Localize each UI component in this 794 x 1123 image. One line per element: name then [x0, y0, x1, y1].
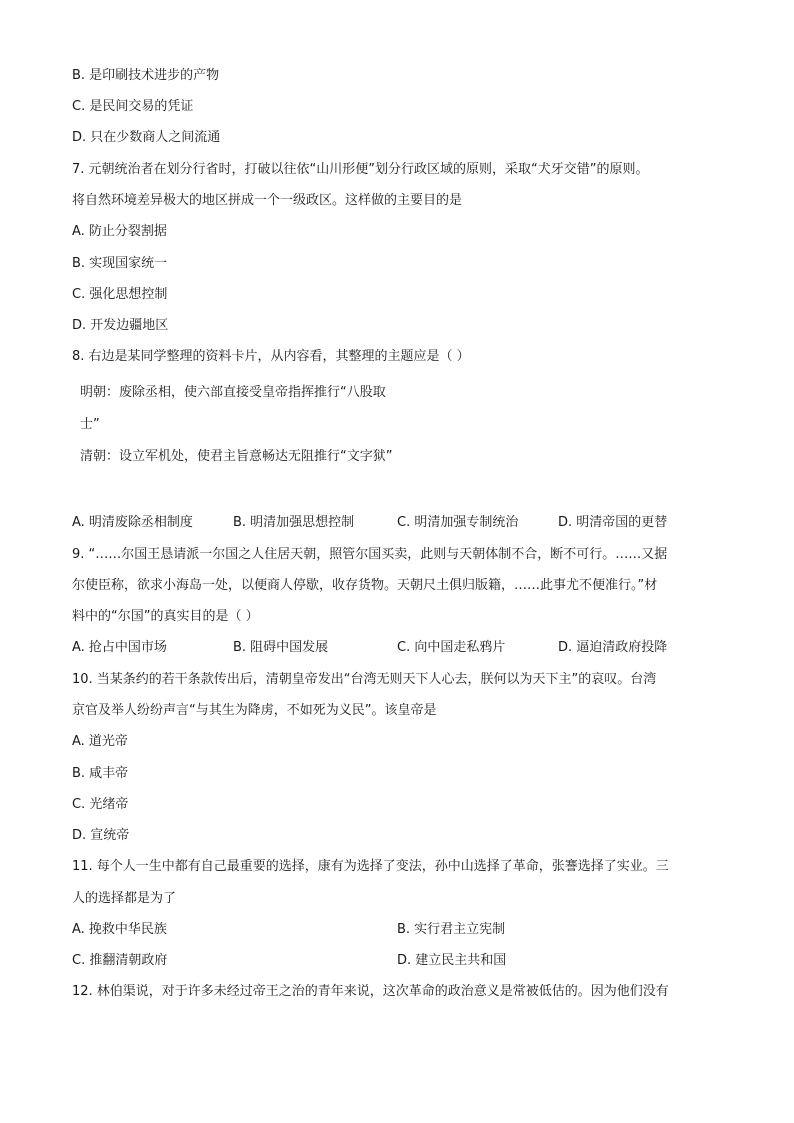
- q6-option-c: C. 是民间交易的凭证: [72, 99, 194, 114]
- q8-option-d: D. 明清帝国的更替: [558, 515, 668, 530]
- q10-stem-line2: 京官及举人纷纷声言“与其生为降虏，不如死为义民”。该皇帝是: [72, 703, 437, 718]
- q10-option-c: C. 光绪帝: [72, 797, 129, 812]
- q11-stem-line1: 11. 每个人一生中都有自己最重要的选择，康有为选择了变法，孙中山选择了革命，张謇选择了实业。三: [72, 859, 669, 874]
- q7-option-b: B. 实现国家统一: [72, 256, 168, 271]
- q8-option-b: B. 明清加强思想控制: [233, 515, 355, 530]
- q9-option-b: B. 阻碍中国发展: [233, 640, 329, 655]
- q7-option-d: D. 开发边疆地区: [72, 318, 169, 333]
- q9-option-a: A. 抢占中国市场: [72, 640, 167, 655]
- q11-option-d: D. 建立民主共和国: [397, 953, 507, 968]
- q8-stem: 8. 右边是某同学整理的资料卡片，从内容看，其整理的主题应是（ ）: [72, 349, 470, 364]
- q9-stem-line3: 料中的“尔国”的真实目的是（ ）: [72, 609, 259, 624]
- q6-option-b: B. 是印刷技术进步的产物: [72, 68, 220, 83]
- q10-option-b: B. 咸丰帝: [72, 766, 129, 781]
- q11-option-c: C. 推翻清朝政府: [72, 953, 168, 968]
- q8-option-a: A. 明清废除丞相制度: [72, 515, 193, 530]
- q7-stem-line2: 将自然环境差异极大的地区拼成一个一级政区。这样做的主要目的是: [72, 193, 463, 208]
- q8-card-line1: 明朝：废除丞相，使六部直接受皇帝指挥推行“八股取: [80, 385, 386, 400]
- q9-option-d: D. 逼迫清政府投降: [558, 640, 668, 655]
- q11-stem-line2: 人的选择都是为了: [72, 891, 177, 906]
- q7-option-c: C. 强化思想控制: [72, 287, 168, 302]
- q9-stem-line1: 9. “……尔国王恳请派一尔国之人住居天朝，照管尔国买卖，此则与天朝体制不合，断不可行。……又据: [72, 547, 668, 562]
- q6-option-d: D. 只在少数商人之间流通: [72, 130, 221, 145]
- q8-option-c: C. 明清加强专制统治: [397, 515, 519, 530]
- q10-stem-line1: 10. 当某条约的若干条款传出后，清朝皇帝发出“台湾无则天下人心去，朕何以为天下主”的哀叹。台湾: [72, 672, 657, 687]
- q11-option-b: B. 实行君主立宪制: [397, 922, 506, 937]
- q7-option-a: A. 防止分裂割据: [72, 224, 167, 239]
- q8-card-line3: 清朝：设立军机处，使君主旨意畅达无阻推行“文字狱”: [80, 449, 393, 464]
- q7-stem-line1: 7. 元朝统治者在划分行省时，打破以往依“山川形便”划分行政区域的原则，采取“犬牙交错”的原则。: [72, 162, 649, 177]
- q12-stem-line1: 12. 林伯渠说，对于许多未经过帝王之治的青年来说，这次革命的政治意义是常被低估的。因为他们没有: [72, 984, 669, 999]
- q9-option-c: C. 向中国走私鸦片: [397, 640, 506, 655]
- q8-card-line2: 士”: [80, 417, 100, 432]
- q10-option-a: A. 道光帝: [72, 734, 128, 749]
- q10-option-d: D. 宣统帝: [72, 828, 130, 843]
- q11-option-a: A. 挽救中华民族: [72, 922, 167, 937]
- q9-stem-line2: 尔使臣称，欲求小海岛一处，以便商人停歇，收存货物。天朝尺土俱归版籍，……此事尤不便准行。”材: [72, 578, 658, 593]
